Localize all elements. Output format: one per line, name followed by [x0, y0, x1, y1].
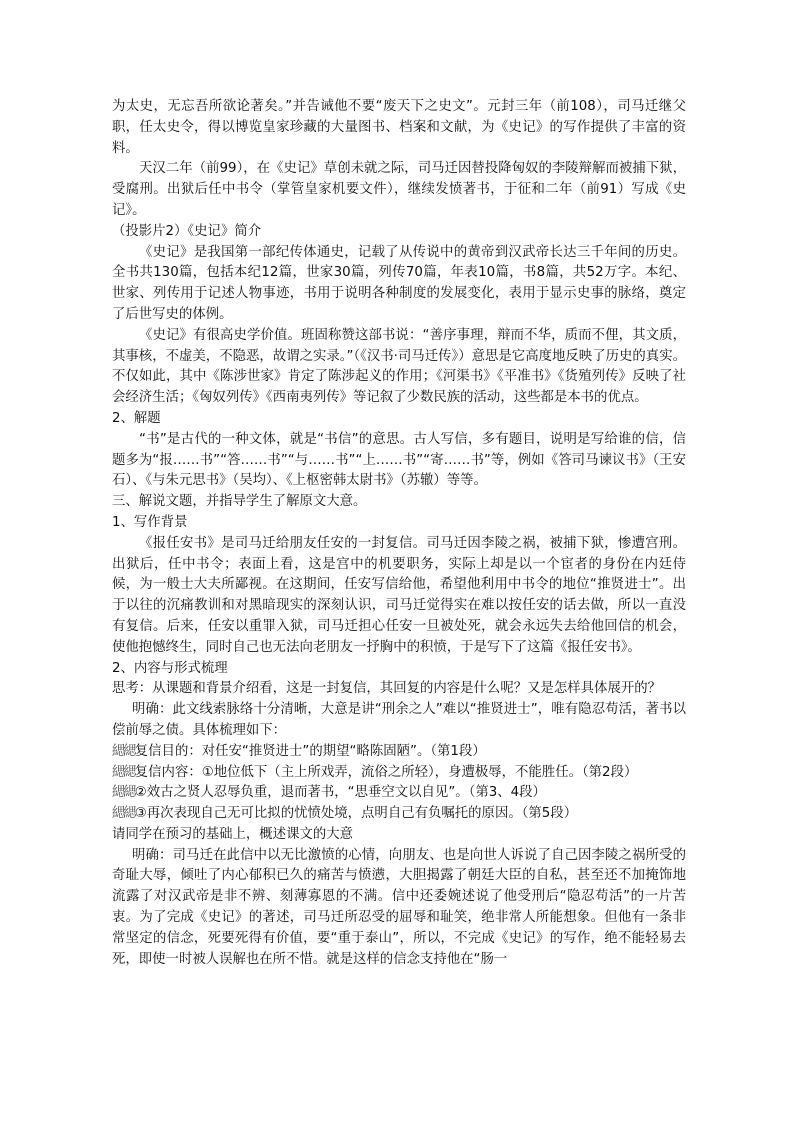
paragraph-text: 天汉二年（前99），在《史记》草创未就之际，司马迁因替投降匈奴的李陵辩解而被捕下狱，受腐刑。出狱后任中书令（掌管皇家机要文件），继续发愤著书，于征和二年（前91）写成《史记》。	[112, 161, 686, 218]
bullet-mark: 緦緦	[112, 743, 135, 759]
paragraph-text: 《史记》是我国第一部纪传体通史，记载了从传说中的黄帝到汉武帝长达三千年间的历史。全书共130篇，包括本纪12篇，世家30篇，列传70篇，年表10篇，书8篇，共52万字。本纪、世家、列传用于记述人物事迹，书用于说明各种制度的发展变化，表用于显示史事的脉络，奠定了后世写史的体例。	[112, 244, 686, 322]
paragraph	[112, 430, 686, 492]
paragraph-text: 1、写作背景	[112, 514, 188, 530]
document-body	[112, 97, 686, 970]
paragraph-text: 复信目的：对任安“推贤进士”的期望“略陈固陋”。（第1段）	[134, 743, 486, 759]
paragraph	[112, 326, 686, 409]
paragraph	[112, 492, 686, 513]
paragraph-text: ③再次表现自己无可比拟的忧愤处境，点明自己有负嘱托的原因。（第5段）	[134, 806, 578, 822]
paragraph	[112, 97, 686, 159]
paragraph-text: 2、解题	[112, 410, 161, 426]
paragraph	[112, 534, 686, 659]
paragraph-text: 明确：司马迁在此信中以无比激愤的心情，向朋友、也是向世人诉说了自己因李陵之祸所受的奇耻大辱，倾吐了内心郁积已久的痛苦与愤懑，大胆揭露了朝廷大臣的自私，甚至还不加掩饰地流露了对汉武帝是非不辨、刻薄寡恩的不满。信中还委婉述说了他受刑后“隐忍苟活”的一片苦衷。为了完成《史记》的著述，司马迁所忍受的屈辱和耻笑，绝非常人所能想象。但他有一条非常坚定的信念，死要死得有价值，要“重于泰山”，所以，不完成《史记》的写作，绝不能轻易去死，即使一时被人误解也在所不惜。就是这样的信念支持他在“肠一	[112, 847, 686, 967]
paragraph	[112, 159, 686, 221]
paragraph	[112, 783, 686, 804]
paragraph	[112, 846, 686, 971]
paragraph-text: “书”是古代的一种文体，就是“书信”的意思。古人写信，多有题目，说明是写给谁的信，信题多为“报……书”“答……书”“与……书”“上……书”“寄……书”等，例如《答司马谏议书》（王安石）、《与朱元思书》（吴均）、《上枢密韩太尉书》（苏辙）等等。	[112, 431, 686, 489]
paragraph	[112, 763, 686, 784]
paragraph	[112, 700, 686, 742]
paragraph	[112, 679, 686, 700]
paragraph-text: 思考：从课题和背景介绍看，这是一封复信，其回复的内容是什么呢？又是怎样具体展开的？	[112, 681, 662, 697]
paragraph	[112, 659, 686, 680]
paragraph	[112, 222, 686, 243]
bullet-mark: 緦緦	[112, 785, 135, 801]
paragraph	[112, 409, 686, 430]
bullet-mark: 緦緦	[112, 806, 135, 822]
paragraph-text: 明确：此文线索脉络十分清晰，大意是讲“刑余之人”难以“推贤进士”，唯有隐忍苟活，著书以偿前辱之债。具体梳理如下：	[112, 702, 686, 738]
paragraph-text: ②效古之贤人忍辱负重，退而著书，“思垂空文以自见”。（第3、4段）	[134, 785, 546, 801]
paragraph	[112, 804, 686, 825]
paragraph-text: 《报任安书》是司马迁给朋友任安的一封复信。司马迁因李陵之祸，被捕下狱，惨遭宫刑。出狱后，任中书令；表面上看，这是宫中的机要职务，实际上却是以一个宦者的身份在内廷侍候，为一般士大夫所鄙视。在这期间，任安写信给他，希望他利用中书令的地位“推贤进士”。出于以往的沉痛教训和对黑暗现实的深刻认识，司马迁觉得实在难以按任安的话去做，所以一直没有复信。后来，任安以重罪入狱，司马迁担心任安一旦被处死，就会永远失去给他回信的机会，使他抱憾终生，同时自己也无法向老朋友一抒胸中的积愤，于是写下了这篇《报任安书》。	[112, 535, 686, 655]
paragraph-text: 2、内容与形式梳理	[112, 660, 228, 676]
paragraph	[112, 742, 686, 763]
paragraph-text: （投影片2）《史记》简介	[112, 223, 262, 239]
paragraph-text: 请同学在预习的基础上，概述课文的大意	[112, 826, 354, 842]
paragraph	[112, 243, 686, 326]
paragraph-text: 三、解说文题，并指导学生了解原文大意。	[112, 494, 367, 510]
paragraph-text: 为太史，无忘吾所欲论著矣。”并告诫他不要“废天下之史文”。元封三年（前108），司马迁继父职，任太史令，得以博览皇家珍藏的大量图书、档案和文献，为《史记》的写作提供了丰富的资料。	[112, 99, 686, 156]
paragraph	[112, 825, 686, 846]
bullet-mark: 緦緦	[112, 764, 135, 780]
paragraph	[112, 513, 686, 534]
paragraph-text: 复信内容：①地位低下（主上所戏弄，流俗之所轻），身遭极辱，不能胜任。（第2段）	[134, 764, 638, 780]
paragraph-text: 《史记》有很高史学价值。班固称赞这部书说：“善序事理，辩而不华，质而不俚，其文质，其事核，不虚美，不隐恶，故谓之实录。”（《汉书·司马迁传》）意思是它高度地反映了历史的真实。不仅如此，其中《陈涉世家》肯定了陈涉起义的作用；《河渠书》《平准书》《货殖列传》反映了社会经济生活；《匈奴列传》《西南夷列传》等记叙了少数民族的活动，这些都是本书的优点。	[112, 327, 686, 406]
